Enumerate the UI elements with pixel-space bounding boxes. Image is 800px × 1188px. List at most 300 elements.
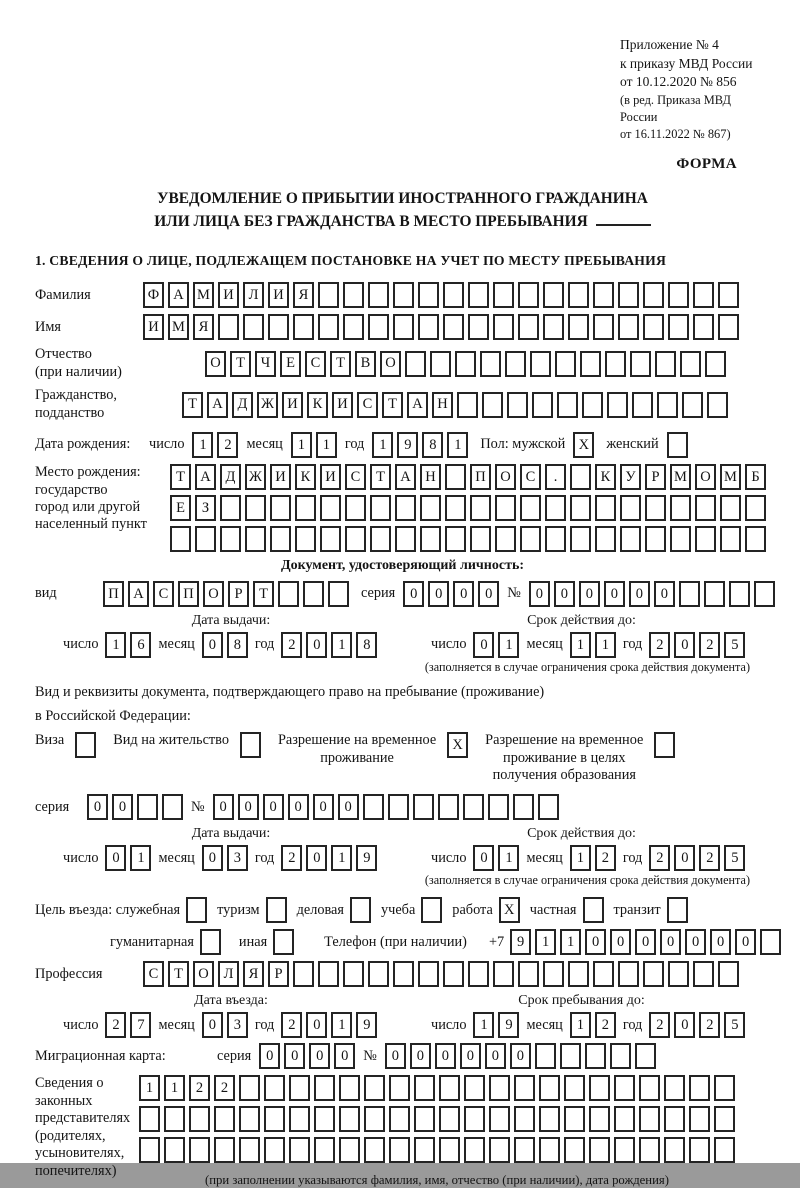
char-cell: 7 bbox=[130, 1012, 151, 1038]
char-cell: 0 bbox=[660, 929, 681, 955]
char-cell: О bbox=[203, 581, 224, 607]
char-cell: С bbox=[305, 351, 326, 377]
char-cell: О bbox=[380, 351, 401, 377]
char-cell bbox=[495, 526, 516, 552]
char-cell: 2 bbox=[281, 1012, 302, 1038]
char-cell: И bbox=[332, 392, 353, 418]
option-item bbox=[485, 732, 675, 784]
char-cell bbox=[729, 581, 750, 607]
char-cell bbox=[443, 314, 464, 340]
char-cell: Ж bbox=[245, 464, 266, 490]
char-cell: М bbox=[670, 464, 691, 490]
cell-group bbox=[170, 495, 766, 521]
patronymic-row bbox=[35, 346, 770, 381]
char-cell bbox=[645, 495, 666, 521]
char-cell bbox=[343, 282, 364, 308]
char-cell bbox=[668, 961, 689, 987]
field-label: Имя bbox=[35, 318, 61, 335]
residence-doc-intro-1: Вид и реквизиты документа, подтверждающего право на пребывание (проживание) bbox=[35, 684, 545, 701]
field-label: +7 bbox=[488, 933, 505, 950]
identity-doc-date-headers bbox=[35, 613, 770, 629]
char-cell bbox=[314, 1106, 335, 1132]
char-cell: Т bbox=[182, 392, 203, 418]
citizenship-row bbox=[35, 387, 770, 422]
char-cell bbox=[714, 1137, 735, 1163]
char-cell: 9 bbox=[498, 1012, 519, 1038]
cell-group bbox=[105, 632, 151, 658]
char-cell bbox=[278, 581, 299, 607]
char-cell bbox=[468, 314, 489, 340]
phone-row bbox=[35, 929, 770, 955]
char-cell bbox=[538, 794, 559, 820]
field-label: туризм bbox=[217, 901, 260, 918]
char-cell bbox=[593, 961, 614, 987]
char-cell bbox=[614, 1106, 635, 1132]
checkbox-cell: X bbox=[499, 897, 520, 923]
char-cell: Л bbox=[243, 282, 264, 308]
field-label: Отчество (при наличии) bbox=[35, 346, 122, 380]
char-cell bbox=[760, 929, 781, 955]
char-cell: 0 bbox=[435, 1043, 456, 1069]
char-cell: 1 bbox=[372, 432, 393, 458]
char-cell: Е bbox=[170, 495, 191, 521]
char-cell: П bbox=[470, 464, 491, 490]
char-cell: Р bbox=[268, 961, 289, 987]
date-group bbox=[63, 1012, 431, 1038]
cell-group bbox=[510, 929, 781, 955]
char-cell: 0 bbox=[306, 845, 327, 871]
char-cell bbox=[535, 1043, 556, 1069]
char-cell: 0 bbox=[306, 632, 327, 658]
char-cell bbox=[445, 464, 466, 490]
char-cell: А bbox=[395, 464, 416, 490]
char-cell bbox=[564, 1137, 585, 1163]
char-cell: Я bbox=[243, 961, 264, 987]
char-cell: 1 bbox=[316, 432, 337, 458]
char-cell bbox=[343, 961, 364, 987]
char-cell: 0 bbox=[579, 581, 600, 607]
char-cell: 9 bbox=[356, 1012, 377, 1038]
cell-group bbox=[170, 464, 766, 490]
cell-group bbox=[473, 845, 519, 871]
char-cell bbox=[645, 526, 666, 552]
char-cell: 2 bbox=[595, 1012, 616, 1038]
char-cell bbox=[682, 392, 703, 418]
char-cell bbox=[405, 351, 426, 377]
char-cell bbox=[389, 1137, 410, 1163]
grid-caption: (при заполнении указываются фамилия, имя, отчество (при наличии), дата рождения) bbox=[205, 1173, 669, 1188]
cell-group bbox=[473, 1012, 519, 1038]
field-label: гуманитарная bbox=[110, 933, 194, 950]
field-label: Телефон (при наличии) bbox=[324, 933, 467, 950]
char-cell: 2 bbox=[595, 845, 616, 871]
char-cell bbox=[693, 282, 714, 308]
char-cell bbox=[443, 282, 464, 308]
field-label: год bbox=[622, 849, 643, 866]
char-cell bbox=[679, 581, 700, 607]
char-cell: Т bbox=[382, 392, 403, 418]
char-cell bbox=[364, 1075, 385, 1101]
char-cell: 0 bbox=[529, 581, 550, 607]
field-label: число bbox=[431, 849, 467, 866]
field-label: число bbox=[63, 849, 99, 866]
legal-representatives-grid bbox=[35, 1075, 770, 1188]
char-cell: 1 bbox=[331, 1012, 352, 1038]
char-cell: 2 bbox=[105, 1012, 126, 1038]
char-cell bbox=[289, 1137, 310, 1163]
char-cell: 0 bbox=[428, 581, 449, 607]
char-cell bbox=[368, 314, 389, 340]
field-label: Место рождения: государство город или другой населенный пункт bbox=[35, 464, 147, 533]
char-cell: Л bbox=[218, 961, 239, 987]
char-cell bbox=[455, 351, 476, 377]
char-cell: 0 bbox=[629, 581, 650, 607]
char-cell: 0 bbox=[735, 929, 756, 955]
char-cell bbox=[639, 1137, 660, 1163]
char-cell bbox=[314, 1075, 335, 1101]
char-cell bbox=[670, 526, 691, 552]
birthplace-grid bbox=[35, 464, 770, 552]
field-label: месяц bbox=[158, 636, 195, 653]
char-cell: А bbox=[207, 392, 228, 418]
field-label: Вид на жительство bbox=[113, 732, 229, 749]
char-cell: 2 bbox=[649, 1012, 670, 1038]
entry-date-headers bbox=[35, 993, 770, 1009]
field-label: деловая bbox=[296, 901, 344, 918]
char-cell: Ч bbox=[255, 351, 276, 377]
char-cell bbox=[264, 1106, 285, 1132]
char-cell: 9 bbox=[356, 845, 377, 871]
char-cell bbox=[668, 314, 689, 340]
cell-group bbox=[170, 526, 766, 552]
char-cell bbox=[664, 1075, 685, 1101]
char-cell bbox=[295, 526, 316, 552]
char-cell bbox=[568, 282, 589, 308]
date-header-left: Дата выдачи: bbox=[191, 613, 271, 629]
char-cell bbox=[430, 351, 451, 377]
date-group bbox=[63, 845, 431, 871]
profession-row bbox=[35, 961, 770, 987]
char-cell bbox=[170, 526, 191, 552]
char-cell: 0 bbox=[112, 794, 133, 820]
cell-group bbox=[139, 1075, 735, 1101]
char-cell bbox=[339, 1106, 360, 1132]
char-cell: 0 bbox=[654, 581, 675, 607]
ref-line-3: от 10.12.2020 № 856 bbox=[620, 74, 737, 90]
cell-group bbox=[649, 632, 745, 658]
field-label: число bbox=[149, 436, 185, 453]
char-cell: П bbox=[178, 581, 199, 607]
char-cell: У bbox=[620, 464, 641, 490]
char-cell: 2 bbox=[214, 1075, 235, 1101]
char-cell: 0 bbox=[313, 794, 334, 820]
char-cell: А bbox=[195, 464, 216, 490]
char-cell bbox=[570, 464, 591, 490]
char-cell: 5 bbox=[724, 845, 745, 871]
field-label: год bbox=[622, 636, 643, 653]
char-cell: 0 bbox=[460, 1043, 481, 1069]
checkbox-cell bbox=[654, 732, 675, 758]
char-cell bbox=[718, 282, 739, 308]
cell-group bbox=[570, 845, 616, 871]
ref-line-1: Приложение № 4 bbox=[620, 37, 719, 52]
char-cell bbox=[705, 351, 726, 377]
char-cell bbox=[464, 1106, 485, 1132]
checkbox-cell bbox=[350, 897, 371, 923]
char-cell bbox=[162, 794, 183, 820]
field-label: число bbox=[431, 1016, 467, 1033]
char-cell bbox=[695, 526, 716, 552]
char-cell bbox=[189, 1137, 210, 1163]
givenname-row bbox=[35, 314, 770, 340]
field-label: № bbox=[363, 1047, 377, 1064]
char-cell bbox=[220, 526, 241, 552]
field-label: месяц bbox=[158, 1016, 195, 1033]
residence-doc-options bbox=[35, 732, 770, 784]
char-cell: 2 bbox=[281, 632, 302, 658]
char-cell: С bbox=[345, 464, 366, 490]
char-cell: Д bbox=[232, 392, 253, 418]
char-cell bbox=[664, 1137, 685, 1163]
char-cell bbox=[507, 392, 528, 418]
char-cell: 0 bbox=[202, 632, 223, 658]
char-cell bbox=[493, 961, 514, 987]
char-cell: 8 bbox=[356, 632, 377, 658]
field-label: транзит bbox=[613, 901, 661, 918]
checkbox-cell bbox=[266, 897, 287, 923]
char-cell: О bbox=[193, 961, 214, 987]
char-cell bbox=[489, 1075, 510, 1101]
char-cell: 2 bbox=[281, 845, 302, 871]
field-label: год bbox=[622, 1016, 643, 1033]
field-label: Цель въезда: служебная bbox=[35, 901, 181, 918]
char-cell: 9 bbox=[510, 929, 531, 955]
char-cell: 0 bbox=[604, 581, 625, 607]
field-label: Гражданство, подданство bbox=[35, 387, 117, 421]
option-item bbox=[278, 732, 468, 767]
char-cell bbox=[635, 1043, 656, 1069]
char-cell bbox=[493, 282, 514, 308]
char-cell: И bbox=[282, 392, 303, 418]
field-label: Профессия bbox=[35, 965, 103, 982]
char-cell bbox=[530, 351, 551, 377]
char-cell: 1 bbox=[105, 632, 126, 658]
char-cell bbox=[610, 1043, 631, 1069]
checkbox-cell bbox=[667, 432, 688, 458]
char-cell bbox=[514, 1137, 535, 1163]
form-title-line1: УВЕДОМЛЕНИЕ О ПРИБЫТИИ ИНОСТРАННОГО ГРАЖДАНИНА bbox=[157, 190, 648, 208]
char-cell bbox=[482, 392, 503, 418]
char-cell bbox=[570, 495, 591, 521]
cell-group bbox=[281, 632, 377, 658]
date-header-left: Дата выдачи: bbox=[191, 826, 271, 842]
char-cell: 2 bbox=[699, 632, 720, 658]
char-cell bbox=[189, 1106, 210, 1132]
ref-line-5: от 16.11.2022 № 867) bbox=[620, 127, 731, 142]
cell-group bbox=[291, 432, 337, 458]
char-cell: 0 bbox=[510, 1043, 531, 1069]
char-cell bbox=[293, 961, 314, 987]
field-label: год bbox=[254, 849, 275, 866]
char-cell: А bbox=[128, 581, 149, 607]
char-cell bbox=[618, 314, 639, 340]
char-cell: 1 bbox=[570, 845, 591, 871]
char-cell: Р bbox=[228, 581, 249, 607]
char-cell bbox=[164, 1106, 185, 1132]
checkbox-cell bbox=[75, 732, 96, 758]
field-label: год bbox=[254, 1016, 275, 1033]
field-label: Виза bbox=[35, 732, 65, 749]
char-cell bbox=[395, 495, 416, 521]
char-cell bbox=[445, 495, 466, 521]
char-cell: 0 bbox=[213, 794, 234, 820]
identity-doc-heading: Документ, удостоверяющий личность: bbox=[280, 558, 525, 574]
char-cell: Т bbox=[170, 464, 191, 490]
char-cell: Т bbox=[330, 351, 351, 377]
checkbox-cell: X bbox=[447, 732, 468, 758]
char-cell bbox=[639, 1075, 660, 1101]
char-cell bbox=[468, 961, 489, 987]
char-cell: О bbox=[495, 464, 516, 490]
char-cell: 0 bbox=[105, 845, 126, 871]
char-cell: 0 bbox=[202, 845, 223, 871]
char-cell bbox=[464, 1075, 485, 1101]
char-cell bbox=[545, 526, 566, 552]
char-cell bbox=[689, 1106, 710, 1132]
char-cell bbox=[532, 392, 553, 418]
date-group bbox=[431, 632, 745, 658]
char-cell bbox=[370, 526, 391, 552]
cell-group bbox=[259, 1043, 355, 1069]
char-cell bbox=[445, 526, 466, 552]
field-label: учеба bbox=[380, 901, 416, 918]
char-cell bbox=[243, 314, 264, 340]
char-cell: 1 bbox=[498, 632, 519, 658]
char-cell: Е bbox=[280, 351, 301, 377]
checkbox-cell: X bbox=[573, 432, 594, 458]
char-cell bbox=[245, 526, 266, 552]
cell-group bbox=[192, 432, 238, 458]
char-cell: С bbox=[143, 961, 164, 987]
field-label: иная bbox=[238, 933, 268, 950]
char-cell bbox=[318, 282, 339, 308]
char-cell: 2 bbox=[217, 432, 238, 458]
char-cell bbox=[754, 581, 775, 607]
cell-group bbox=[213, 794, 559, 820]
char-cell: 0 bbox=[674, 632, 695, 658]
char-cell: 0 bbox=[610, 929, 631, 955]
field-label: число bbox=[63, 1016, 99, 1033]
char-cell bbox=[264, 1075, 285, 1101]
char-cell: Ж bbox=[257, 392, 278, 418]
char-cell bbox=[318, 961, 339, 987]
char-cell bbox=[389, 1075, 410, 1101]
char-cell bbox=[339, 1075, 360, 1101]
field-label: серия bbox=[361, 585, 396, 602]
char-cell bbox=[328, 581, 349, 607]
checkbox-cell bbox=[583, 897, 604, 923]
char-cell: С bbox=[357, 392, 378, 418]
cell-group bbox=[385, 1043, 656, 1069]
char-cell bbox=[139, 1137, 160, 1163]
char-cell: М bbox=[168, 314, 189, 340]
char-cell bbox=[293, 314, 314, 340]
identity-doc-note: (заполняется в случае ограничения срока действия документа) bbox=[424, 660, 750, 675]
char-cell bbox=[670, 495, 691, 521]
migration-card-row bbox=[35, 1043, 770, 1069]
char-cell: К bbox=[307, 392, 328, 418]
char-cell: К bbox=[595, 464, 616, 490]
char-cell bbox=[439, 1137, 460, 1163]
ref-line-2: к приказу МВД России bbox=[620, 55, 753, 71]
char-cell: 0 bbox=[403, 581, 424, 607]
char-cell: Т bbox=[370, 464, 391, 490]
char-cell: О bbox=[695, 464, 716, 490]
char-cell bbox=[137, 794, 158, 820]
char-cell: 0 bbox=[710, 929, 731, 955]
char-cell: Т bbox=[230, 351, 251, 377]
field-label: Дата рождения: bbox=[35, 436, 131, 453]
char-cell bbox=[363, 794, 384, 820]
char-cell bbox=[693, 314, 714, 340]
char-cell bbox=[568, 961, 589, 987]
char-cell: Т bbox=[253, 581, 274, 607]
char-cell bbox=[589, 1075, 610, 1101]
char-cell bbox=[607, 392, 628, 418]
char-cell bbox=[580, 351, 601, 377]
char-cell bbox=[289, 1106, 310, 1132]
option-item bbox=[35, 732, 96, 758]
ref-line-4: (в ред. Приказа МВД России bbox=[620, 92, 731, 124]
char-cell: И bbox=[143, 314, 164, 340]
char-cell bbox=[164, 1137, 185, 1163]
char-cell: 1 bbox=[192, 432, 213, 458]
char-cell bbox=[545, 495, 566, 521]
cell-group bbox=[103, 581, 349, 607]
char-cell bbox=[388, 794, 409, 820]
char-cell bbox=[364, 1106, 385, 1132]
field-label: Разрешение на временное проживание в целях получения образования bbox=[485, 732, 644, 784]
char-cell bbox=[514, 1075, 535, 1101]
birthdate-sex-row bbox=[35, 432, 770, 458]
cell-group bbox=[87, 794, 183, 820]
char-cell bbox=[393, 961, 414, 987]
field-label: месяц bbox=[526, 636, 563, 653]
char-cell: З bbox=[195, 495, 216, 521]
char-cell bbox=[518, 282, 539, 308]
cell-group bbox=[143, 282, 739, 308]
char-cell bbox=[620, 526, 641, 552]
char-cell bbox=[557, 392, 578, 418]
char-cell bbox=[470, 526, 491, 552]
char-cell bbox=[457, 392, 478, 418]
char-cell bbox=[220, 495, 241, 521]
cell-group bbox=[202, 1012, 248, 1038]
char-cell: 1 bbox=[130, 845, 151, 871]
field-label: месяц bbox=[526, 1016, 563, 1033]
date-group bbox=[431, 845, 745, 871]
field-label: месяц bbox=[526, 849, 563, 866]
char-cell bbox=[414, 1075, 435, 1101]
char-cell bbox=[555, 351, 576, 377]
char-cell bbox=[368, 282, 389, 308]
char-cell bbox=[480, 351, 501, 377]
char-cell bbox=[693, 961, 714, 987]
char-cell bbox=[714, 1106, 735, 1132]
char-cell: 1 bbox=[164, 1075, 185, 1101]
char-cell bbox=[418, 314, 439, 340]
char-cell bbox=[505, 351, 526, 377]
